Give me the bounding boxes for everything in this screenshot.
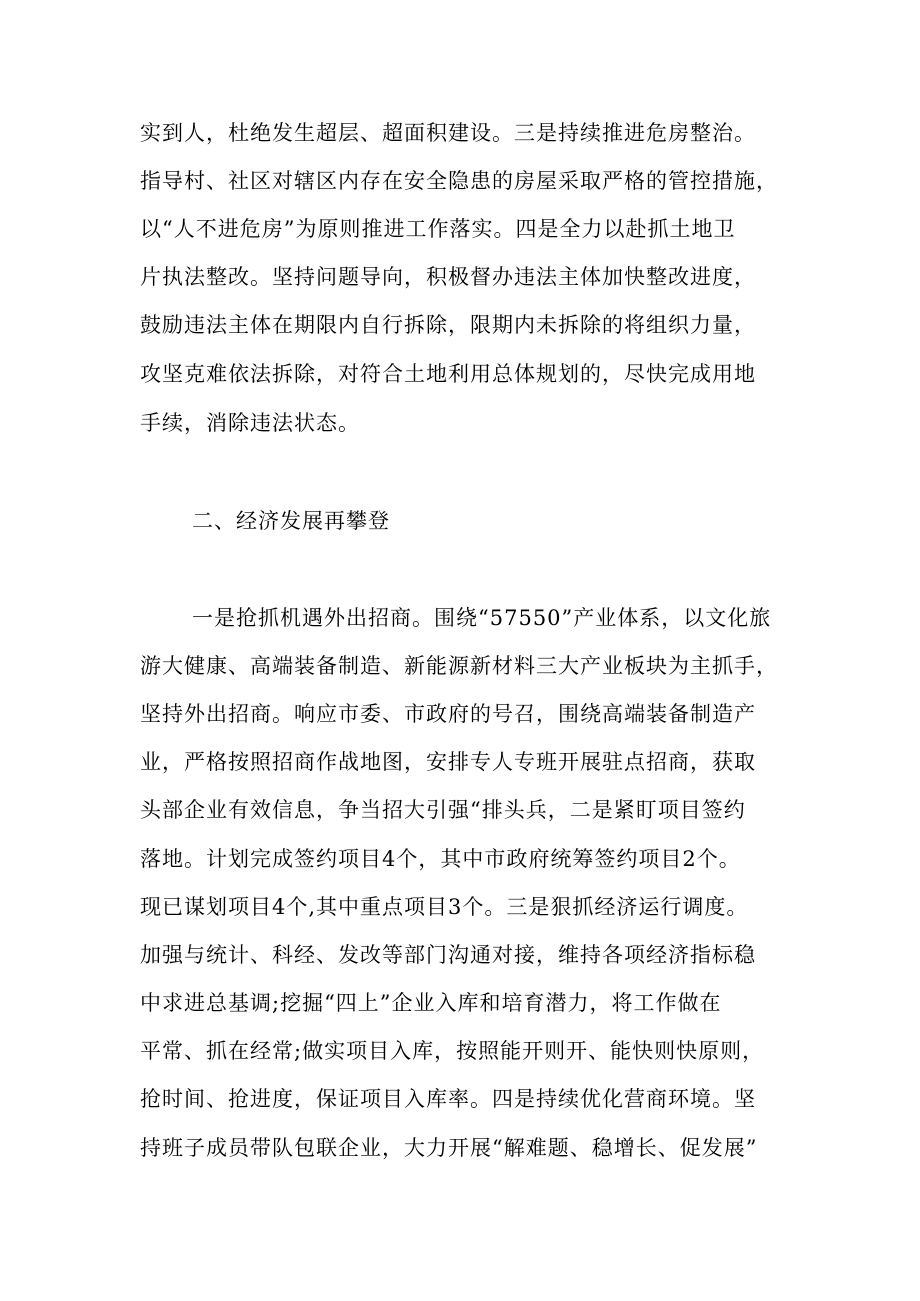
paragraph-2-line-9: 中求进总基调;挖掘“四上”企业入库和培育潜力，将工作做在 <box>140 991 722 1015</box>
paragraph-1-line-5: 鼓励违法主体在期限内自行拆除，限期内未拆除的将组织力量， <box>140 313 756 337</box>
paragraph-2-line-4: 业，严格按照招商作战地图，安排专人专班开展驻点招商，获取 <box>140 750 756 774</box>
paragraph-2-line-10: 平常、抓在经常;做实项目入库，按照能开则开、能快则快原则， <box>140 1039 765 1063</box>
paragraph-1-line-7: 手续，消除违法状态。 <box>140 411 360 435</box>
paragraph-2-line-6: 落地。计划完成签约项目4个，其中市政府统筹签约项目2个。 <box>140 847 741 871</box>
paragraph-2-line-3: 坚持外出招商。响应市委、市政府的号召，围绕高端装备制造产 <box>140 702 756 726</box>
paragraph-1-line-4: 片执法整改。坚持问题导向，积极督办违法主体加快整改进度， <box>140 265 756 289</box>
section-heading: 二、经济发展再攀登 <box>192 509 390 533</box>
paragraph-2-line-11: 抢时间、抢进度，保证项目入库率。四是持续优化营商环境。坚 <box>140 1087 756 1111</box>
paragraph-2-line-12: 持班子成员带队包联企业，大力开展“解难题、稳增长、促发展” <box>140 1136 758 1160</box>
paragraph-2-line-5: 头部企业有效信息，争当招大引强“排头兵，二是紧盯项目签约 <box>140 798 746 822</box>
paragraph-1-line-1: 实到人，杜绝发生超层、超面积建设。三是持续推进危房整治。 <box>140 121 756 145</box>
paragraph-1-line-2: 指导村、社区对辖区内存在安全隐患的房屋采取严格的管控措施， <box>140 169 778 193</box>
paragraph-2-line-1: 一是抢抓机遇外出招商。围绕“57550”产业体系，以文化旅 <box>192 606 772 630</box>
paragraph-1-line-6: 攻坚克难依法拆除，对符合土地利用总体规划的，尽快完成用地 <box>140 362 756 386</box>
paragraph-2-line-8: 加强与统计、科经、发改等部门沟通对接，维持各项经济指标稳 <box>140 943 756 967</box>
paragraph-1-line-3: 以“人不进危房”为原则推进工作落实。四是全力以赴抓土地卫 <box>140 217 736 241</box>
paragraph-2-line-2: 游大健康、高端装备制造、新能源新材料三大产业板块为主抓手， <box>140 654 778 678</box>
paragraph-2-line-7: 现已谋划项目4个,其中重点项目3个。三是狠抓经济运行调度。 <box>140 895 749 919</box>
